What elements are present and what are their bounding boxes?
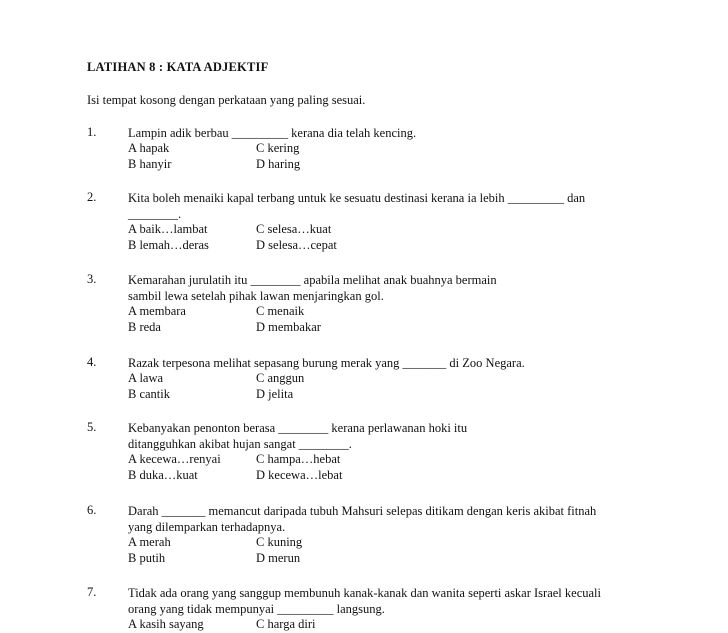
option-b[interactable]: B putih <box>128 551 166 565</box>
question-text: Kita boleh menaiki kapal terbang untuk ke sesuatu destinasi kerana ia lebih _________ dan <box>128 191 586 205</box>
question-number: 2. <box>87 190 97 204</box>
option-a[interactable]: A kecewa…renyai <box>128 452 221 466</box>
option-c[interactable]: C kuning <box>256 535 303 549</box>
instruction-text: Isi tempat kosong dengan perkataan yang paling sesuai. <box>87 93 366 107</box>
option-c[interactable]: C selesa…kuat <box>256 222 332 236</box>
option-d[interactable]: D kecewa…lebat <box>256 468 343 482</box>
question-text: Razak terpesona melihat sepasang burung merak yang _______ di Zoo Negara. <box>128 356 525 370</box>
question-number: 3. <box>87 272 97 286</box>
option-b[interactable]: B duka…kuat <box>128 468 198 482</box>
question-text: sambil lewa setelah pihak lawan menjaringkan gol. <box>128 289 384 303</box>
option-a[interactable]: A hapak <box>128 141 170 155</box>
option-a[interactable]: A kasih sayang <box>128 617 204 631</box>
option-b[interactable]: B lemah…deras <box>128 238 209 252</box>
question-number: 1. <box>87 125 97 139</box>
option-a[interactable]: A merah <box>128 535 171 549</box>
question-text: Tidak ada orang yang sanggup membunuh kanak-kanak dan wanita seperti askar Israel kecuali <box>128 586 601 600</box>
question-text: yang dilemparkan terhadapnya. <box>128 520 286 534</box>
question-text: ditangguhkan akibat hujan sangat ________. <box>128 437 352 451</box>
option-d[interactable]: D merun <box>256 551 301 565</box>
question-number: 4. <box>87 355 97 369</box>
option-d[interactable]: D haring <box>256 157 301 171</box>
question-text: Kemarahan jurulatih itu ________ apabila melihat anak buahnya bermain <box>128 273 497 287</box>
question-text: orang yang tidak mempunyai _________ langsung. <box>128 602 385 616</box>
question-number: 5. <box>87 420 97 434</box>
question-text: Darah _______ memancut daripada tubuh Mahsuri selepas ditikam dengan keris akibat fitnah <box>128 504 597 518</box>
option-c[interactable]: C anggun <box>256 371 305 385</box>
option-c[interactable]: C harga diri <box>256 617 316 631</box>
page-title: LATIHAN 8 : KATA ADJEKTIF <box>87 60 269 74</box>
option-c[interactable]: C menaik <box>256 304 305 318</box>
option-d[interactable]: D membakar <box>256 320 321 334</box>
question-text: ________. <box>128 207 182 221</box>
option-a[interactable]: A lawa <box>128 371 164 385</box>
question-text: Kebanyakan penonton berasa ________ kerana perlawanan hoki itu <box>128 421 468 435</box>
option-c[interactable]: C kering <box>256 141 300 155</box>
option-b[interactable]: B cantik <box>128 387 171 401</box>
option-a[interactable]: A baik…lambat <box>128 222 208 236</box>
question-text: Lampin adik berbau _________ kerana dia telah kencing. <box>128 126 417 140</box>
option-b[interactable]: B hanyir <box>128 157 172 171</box>
option-d[interactable]: D jelita <box>256 387 294 401</box>
option-b[interactable]: B reda <box>128 320 161 334</box>
question-number: 7. <box>87 585 97 599</box>
option-d[interactable]: D selesa…cepat <box>256 238 337 252</box>
option-a[interactable]: A membara <box>128 304 186 318</box>
option-c[interactable]: C hampa…hebat <box>256 452 341 466</box>
question-number: 6. <box>87 503 97 517</box>
